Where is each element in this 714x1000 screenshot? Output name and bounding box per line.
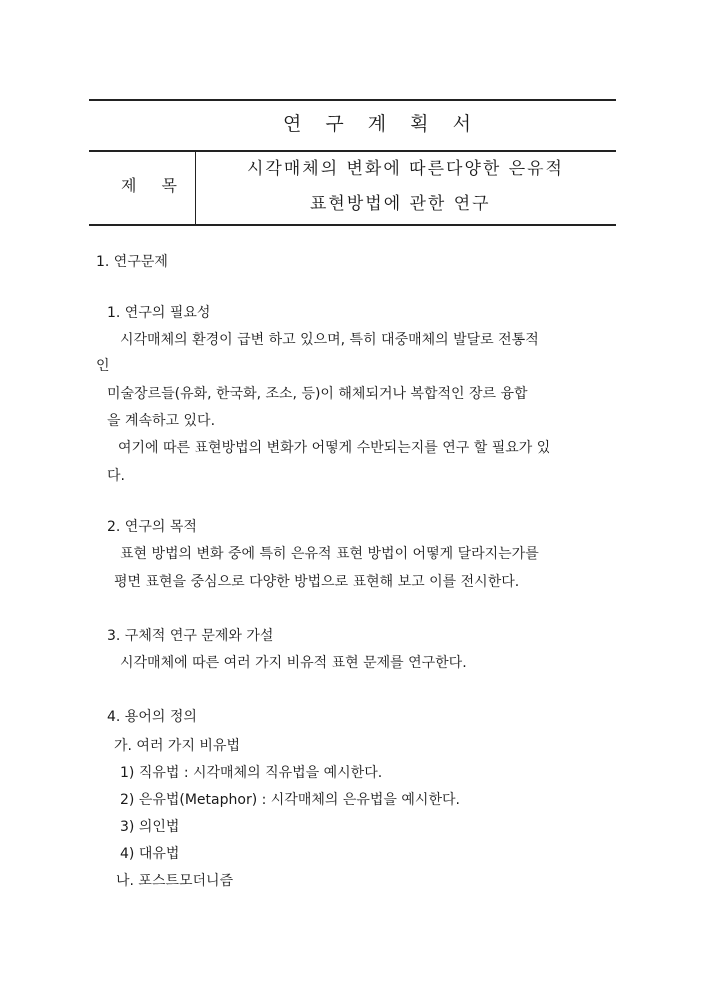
definitions-line: 1) 직유법 : 시각매체의 직유법을 예시한다. [120, 765, 383, 781]
necessity-line: 시각매체의 환경이 급변 하고 있으며, 특히 대중매체의 발달로 전통적 [120, 332, 539, 348]
definitions-line: 나. 포스트모더니즘 [116, 873, 234, 889]
definitions-line: 3) 의인법 [120, 819, 180, 835]
title-row-divider [89, 150, 616, 152]
subject-label: 제 목 [121, 176, 187, 195]
subsection-heading-purpose: 2. 연구의 목적 [107, 519, 197, 535]
purpose-line: 평면 표현을 중심으로 다양한 방법으로 표현해 보고 이를 전시한다. [114, 574, 520, 590]
section-heading-research-problem: 1. 연구문제 [96, 254, 168, 270]
subsection-heading-hypothesis: 3. 구체적 연구 문제와 가설 [107, 628, 274, 644]
necessity-line: 여기에 따른 표현방법의 변화가 어떻게 수반되는지를 연구 할 필요가 있 [118, 440, 551, 456]
subsection-heading-necessity: 1. 연구의 필요성 [107, 305, 211, 321]
definitions-line: 가. 여러 가지 비유법 [114, 738, 240, 754]
subject-line-1: 시각매체의 변화에 따른다양한 은유적 [247, 159, 564, 179]
necessity-line: 미술장르들(유화, 한국화, 조소, 등)이 해체되거나 복합적인 장르 융합 [107, 386, 528, 402]
purpose-line: 표현 방법의 변화 중에 특히 은유적 표현 방법이 어떻게 달라지는가를 [120, 546, 539, 562]
necessity-line: 인 [96, 358, 110, 374]
hypothesis-line: 시각매체에 따른 여러 가지 비유적 표현 문제를 연구한다. [120, 655, 467, 671]
subject-label-divider [195, 151, 196, 225]
subsection-heading-definitions: 4. 용어의 정의 [107, 709, 197, 725]
subject-row-divider [89, 224, 616, 226]
necessity-line: 을 계속하고 있다. [107, 413, 216, 429]
table-top-border [89, 99, 616, 101]
definitions-line: 4) 대유법 [120, 846, 180, 862]
definitions-line: 2) 은유법(Metaphor) : 시각매체의 은유법을 예시한다. [120, 792, 460, 808]
necessity-line: 다. [107, 468, 125, 484]
document-title: 연 구 계 획 서 [283, 113, 480, 135]
subject-line-2: 표현방법에 관한 연구 [310, 194, 491, 214]
